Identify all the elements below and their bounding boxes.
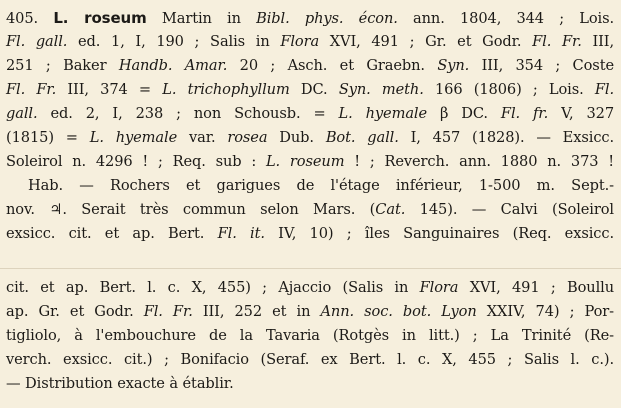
text-segment: β DC. [427,105,501,122]
text-segment: Soleirol n. 4296 ! ; Req. sub : [6,153,266,170]
italic-text: Fl. it. [217,225,265,242]
text-segment: 20 ; Asch. et Graebn. [227,57,438,74]
text-segment: III, 252 et in [192,303,321,320]
italic-text: Flora [280,33,320,50]
italic-text: L. hyemale [89,129,178,146]
text-line [6,300,614,324]
italic-text: Ann. soc. bot. Lyon [320,303,477,320]
text-line [6,372,234,396]
text-segment: DC. [289,81,339,98]
italic-text: Bot. gall. [325,129,399,146]
text-segment: XVI, 491 ; Gr. et Godr. [319,33,533,50]
text-segment: ed. 2, I, 238 ; non Schousb. = [37,105,339,122]
text-line [6,54,614,78]
text-segment: 405. [6,10,54,27]
text-segment: nov. ♃. Serait très commun selon Mars. ( [6,201,376,218]
text-segment: (1815) = [6,129,90,146]
italic-text: Fl. fr. [500,105,549,122]
text-segment: XXIV, 74) ; Por- [476,303,614,320]
text-line [6,30,614,54]
italic-text: L. hyemale [338,105,428,122]
italic-text: gall. [6,105,38,122]
text-segment: IV, 10) ; îles Sanguinaires (Req. exsicc. [264,225,614,242]
text-segment: I, 457 (1828). — Exsicc. [398,129,614,146]
text-line [6,198,614,222]
text-segment: var. [177,129,228,146]
text-segment: 166 (1806) ; Lois. [423,81,595,98]
text-line [6,126,614,150]
text-segment: tigliolo, à l'embouchure de la Tavaria (Rotgès in litt.) ; La Trinité (Re- [6,327,614,344]
italic-text: Fl. gall. [6,33,68,50]
text-line [6,102,614,126]
text-segment: Martin in [146,10,257,27]
text-segment: III, [581,33,614,50]
text-line [6,174,614,198]
text-line [6,150,614,174]
text-segment: ! ; Reverch. ann. 1880 n. 373 ! [344,153,615,170]
text-segment: 251 ; Baker [6,57,119,74]
text-segment: Dub. [267,129,326,146]
italic-text: Flora [419,279,459,296]
italic-text: L. roseum [265,153,345,170]
text-segment: ed. 1, I, 190 ; Salis in [67,33,281,50]
text-segment: V, 327 [548,105,615,122]
text-line [6,6,614,30]
italic-text: Fl. Fr. [6,81,57,98]
italic-text: Fl. Fr. [532,33,582,50]
italic-text: Handb. Amar. [118,57,228,74]
text-segment: Hab. — Rochers et garigues de l'étage inférieur, 1-500 m. Sept.- [28,177,614,194]
italic-text: rosea [227,129,268,146]
text-segment: 145). — Calvi (Soleirol [405,201,614,218]
text-line [6,276,614,300]
page-seam-divider [0,268,621,269]
text-line [6,348,614,372]
text-line [6,324,614,348]
italic-text: Fl. [594,81,615,98]
text-segment: cit. et ap. Bert. l. c. X, 455) ; Ajaccio (Salis in [6,279,420,296]
text-segment: III, 374 = [56,81,163,98]
text-line [6,78,614,102]
italic-text: Fl. Fr. [143,303,193,320]
italic-text: Syn. meth. [338,81,424,98]
italic-text: Bibl. phys. écon. [256,10,398,27]
text-segment: exsicc. cit. et ap. Bert. [6,225,218,242]
text-segment: verch. exsicc. cit.) ; Bonifacio (Seraf. ex Bert. l. c. X, 455 ; Salis l. c.). [6,351,614,368]
text-segment: ap. Gr. et Godr. [6,303,144,320]
text-segment: III, 354 ; Coste [469,57,614,74]
italic-text: L. trichophyllum [162,81,290,98]
text-segment: XVI, 491 ; Boullu [458,279,614,296]
text-segment: ann. 1804, 344 ; Lois. [397,10,614,27]
species-name: L. roseum [53,9,147,27]
text-segment: — Distribution exacte à établir. [6,375,234,392]
text-line [6,222,614,246]
italic-text: Cat. [375,201,406,218]
italic-text: Syn. [437,57,470,74]
